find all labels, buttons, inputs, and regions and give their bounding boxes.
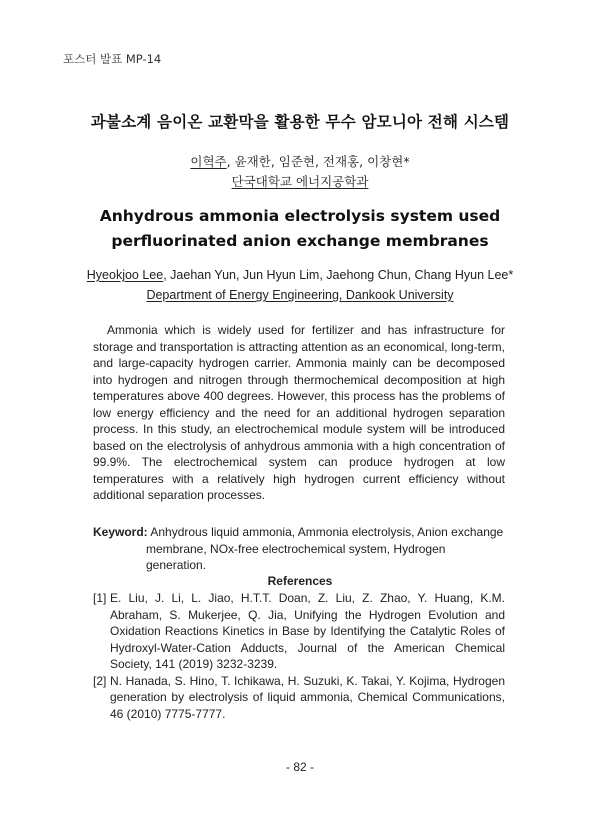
reference-item	[93, 673, 505, 723]
keyword-line-1: Anhydrous liquid ammonia, Ammonia electrolysis, Anion exchange	[150, 525, 504, 539]
page-number: - 82 -	[285, 760, 314, 774]
korean-authors	[0, 152, 600, 170]
korean-title: 과불소계 음이온 교환막을 활용한 무수 암모니아 전해 시스템	[90, 113, 510, 131]
reference-number: [1]	[93, 591, 107, 605]
keyword-line-2: membrane, NOx-free electrochemical system, Hydrogen generation.	[146, 541, 446, 572]
korean-coauthors: , 윤재한, 임준현, 전재홍, 이창현*	[226, 154, 410, 169]
english-title: Anhydrous ammonia electrolysis system used perfluorinated anion exchange membranes	[99, 207, 501, 250]
reference-number: [2]	[93, 673, 107, 688]
english-authors	[0, 268, 600, 282]
korean-affiliation: 단국대학교 에너지공학과	[231, 174, 369, 189]
english-affiliation: Department of Energy Engineering, Dankook University	[146, 288, 454, 302]
reference-text: E. Liu, J. Li, L. Jiao, H.T.T. Doan, Z. Liu, Z. Zhao, Y. Huang, K.M. Abraham, S. Mukerjee, Q. Jia, Unifying the Hydrogen Evolution and Oxidation Reactions Kinetics in Base by Identifying the Catalytic Roles of Hydroxyl-Water-Cation Adducts, Journal of the American Chemical Society, 141 (2019) 3232-3239.	[110, 591, 505, 671]
reference-item	[93, 590, 505, 673]
abstract-text: Ammonia which is widely used for fertilizer and has infrastructure for storage and transportation is attracting attention as an economical, long-term, and large-capacity hydrogen carrier. Ammonia mainly can be decomposed into hydrogen and nitrogen through thermochemical decomposition at high temperatures above 400 degrees. However, this process has the problems of low energy efficiency and the need for an additional hydrogen separation process. In this study, an electrochemical module system will be introduced based on the electrolysis of anhydrous ammonia with a high concentration of 99.9%. The electrochemical system can produce hydrogen at low temperatures with a relatively high hydrogen current efficiency without additional separation processes.	[93, 323, 505, 502]
english-coauthors: , Jaehan Yun, Jun Hyun Lim, Jaehong Chun, Chang Hyun Lee*	[163, 268, 514, 282]
keyword-label: Keyword:	[93, 525, 148, 539]
reference-text: N. Hanada, S. Hino, T. Ichikawa, H. Suzuki, K. Takai, Y. Kojima, Hydrogen generation by electrolysis of liquid ammonia, Chemical Communications, 46 (2010) 7775-7777.	[110, 673, 505, 721]
keywords	[93, 524, 505, 574]
references-list	[93, 590, 505, 722]
english-presenting-author: Hyeokjoo Lee	[86, 268, 164, 282]
references-heading: References	[267, 574, 333, 588]
session-label: 포스터 발표 MP-14	[63, 52, 162, 66]
korean-presenting-author: 이혁주	[190, 154, 227, 169]
